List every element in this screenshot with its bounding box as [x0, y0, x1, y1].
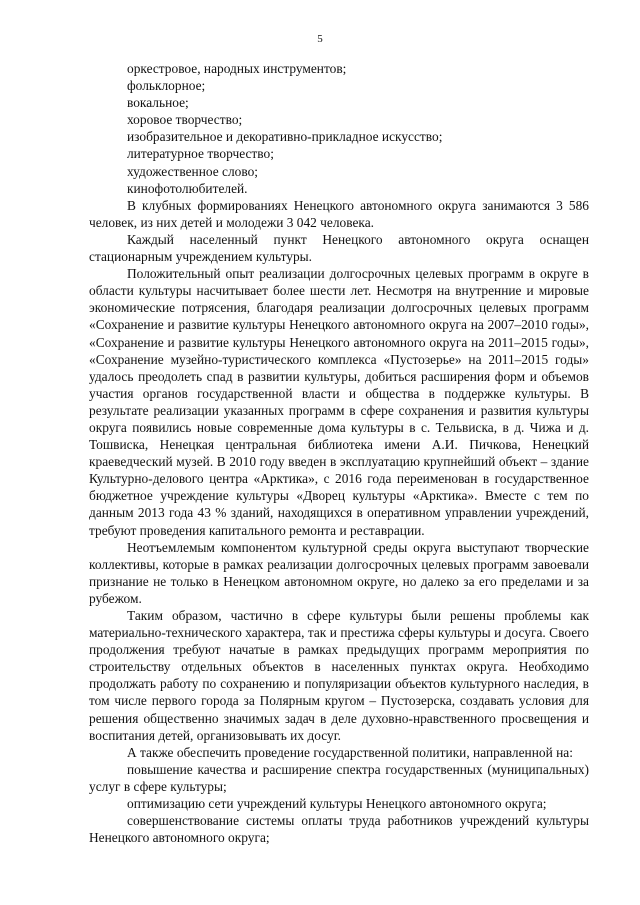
paragraph-settlements: Каждый населенный пункт Ненецкого автономного округа оснащен стационарным учреждением культуры.: [89, 231, 589, 265]
document-body: [89, 60, 589, 846]
list-item: художественное слово;: [127, 163, 258, 179]
list-item: вокальное;: [127, 95, 189, 111]
list-item: литературное творчество;: [127, 146, 274, 162]
paragraph-policy-item: совершенствование системы оплаты труда работников учреждений культуры Ненецкого автономного округа;: [89, 813, 589, 846]
list-item: оркестровое, народных инструментов;: [127, 61, 347, 76]
paragraph-club-members: В клубных формированиях Ненецкого автономного округа занимаются 3 586 человек, из них детей и молодежи 3 042 человека.: [89, 197, 589, 230]
paragraph-policy-item: оптимизацию сети учреждений культуры Ненецкого автономного округа;: [127, 796, 547, 812]
list-item: хоровое творчество;: [127, 112, 243, 128]
page-number: 5: [317, 33, 323, 45]
paragraph-summary: Таким образом, частично в сфере культуры были решены проблемы как материально-технического характера, так и престижа сферы культуры и досуга. Своего продолжения требуют начатые в рамках предыдущих программ мероприятия по строительству отдельных объектов в населенных пунктах округа. Необходимо продолжать работу по сохранению и популяризации объектов культурного наследия, в том числе первого города за Полярным кругом – Пустозерска, создавать условия для решения общественно значимых задач в деле духовно-нравственного просвещения и воспитания детей, организовывать их досуг.: [89, 608, 589, 743]
paragraph-programs-experience: Положительный опыт реализации долгосрочных целевых программ в округе в области культуры насчитывает более шести лет. Несмотря на внутренние и мировые экономические потрясения, благодаря реализации долгосрочных целевых программ «Сохранение и развитие культуры Ненецкого автономного округа на 2007–2010 годы», «Сохранение и развитие культуры Ненецкого автономного округа на 2011–2015 годы», «Сохранение музейно-туристического комплекса «Пустозерье» на 2011–2015 годы» удалось преодолеть спад в развитии культуры, добиться расширения форм и объемов участия органов государственной власти и общества в поддержке культуры. В результате реализации указанных программ в сфере сохранения и развития культуры округа появились новые современные дома культуры в с. Тельвиска, в д. Чижа и д. Тошвиска, Ненецкая центральная библиотека имени А.И. Пичкова, Ненецкий краеведческий музей. В 2010 году введен в эксплуатацию крупнейший объект – здание Культурно-делового центра «Арктика», с 2016 года переименован в государственное бюджетное учреждение культуры «Дворец культуры «Арктика». Вместе с тем по данным 2013 года 43 % зданий, находящихся в оперативном управлении учреждений, требуют проведения капитального ремонта и реставрации.: [89, 266, 589, 538]
list-item: изобразительное и декоративно-прикладное искусство;: [127, 129, 443, 145]
paragraph-creative-collectives: Неотъемлемым компонентом культурной среды округа выступают творческие коллективы, которые в рамках реализации долгосрочных целевых программ завоевали признание не только в Ненецком автономном округе, но далеко за его пределами и за рубежом.: [89, 539, 589, 606]
paragraph-policy-intro: А также обеспечить проведение государственной политики, направленной на:: [127, 744, 573, 760]
paragraph-policy-item: повышение качества и расширение спектра государственных (муниципальных) услуг в сфере культуры;: [89, 761, 589, 794]
list-item: кинофотолюбителей.: [127, 180, 248, 196]
list-item: фольклорное;: [127, 78, 206, 94]
